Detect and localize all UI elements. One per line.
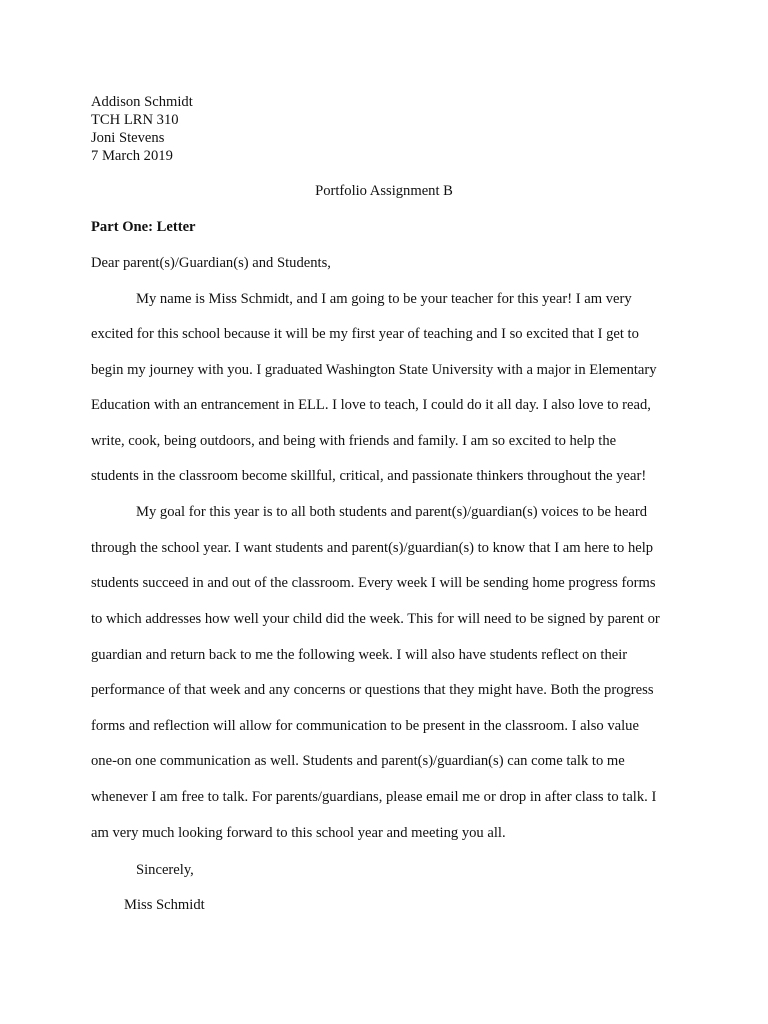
part-heading: Part One: Letter: [91, 219, 196, 235]
paragraph2-line: guardian and return back to me the following week. I will also have students reflect on their: [91, 647, 628, 663]
paragraph2-line: My goal for this year is to all both students and parent(s)/guardian(s) voices to be heard: [136, 504, 648, 520]
author-name: Addison Schmidt: [91, 94, 193, 110]
paragraph2-line: am very much looking forward to this school year and meeting you all.: [91, 825, 506, 841]
document-title: Portfolio Assignment B: [315, 183, 453, 199]
paragraph2-line: one-on one communication as well. Students and parent(s)/guardian(s) can come talk to me: [91, 753, 625, 769]
paragraph1-line: excited for this school because it will be my first year of teaching and I so excited that I get to: [91, 326, 639, 342]
instructor-name: Joni Stevens: [91, 130, 165, 146]
paragraph1-line: students in the classroom become skillful, critical, and passionate thinkers throughout the year!: [91, 468, 647, 484]
paragraph2-line: through the school year. I want students and parent(s)/guardian(s) to know that I am here to help: [91, 540, 654, 556]
paragraph1-line: Education with an entrancement in ELL. I love to teach, I could do it all day. I also love to read,: [91, 397, 651, 413]
paragraph1-line: begin my journey with you. I graduated Washington State University with a major in Elementary: [91, 362, 657, 378]
salutation: Dear parent(s)/Guardian(s) and Students,: [91, 255, 331, 271]
paragraph1-line: My name is Miss Schmidt, and I am going to be your teacher for this year! I am very: [136, 291, 632, 307]
closing: Sincerely,: [136, 862, 194, 878]
course-code: TCH LRN 310: [91, 112, 179, 128]
paragraph2-line: to which addresses how well your child did the week. This for will need to be signed by parent or: [91, 611, 660, 627]
paragraph2-line: whenever I am free to talk. For parents/guardians, please email me or drop in after class to talk. I: [91, 789, 657, 805]
header-block: [91, 93, 193, 165]
paragraph1-line: write, cook, being outdoors, and being with friends and family. I am so excited to help the: [91, 433, 617, 449]
signature: Miss Schmidt: [124, 897, 205, 913]
paragraph2-line: performance of that week and any concerns or questions that they might have. Both the progress: [91, 682, 654, 698]
paragraph2-line: forms and reflection will allow for communication to be present in the classroom. I also value: [91, 718, 639, 734]
document-date: 7 March 2019: [91, 148, 173, 164]
paragraph2-line: students succeed in and out of the classroom. Every week I will be sending home progress forms: [91, 575, 656, 591]
